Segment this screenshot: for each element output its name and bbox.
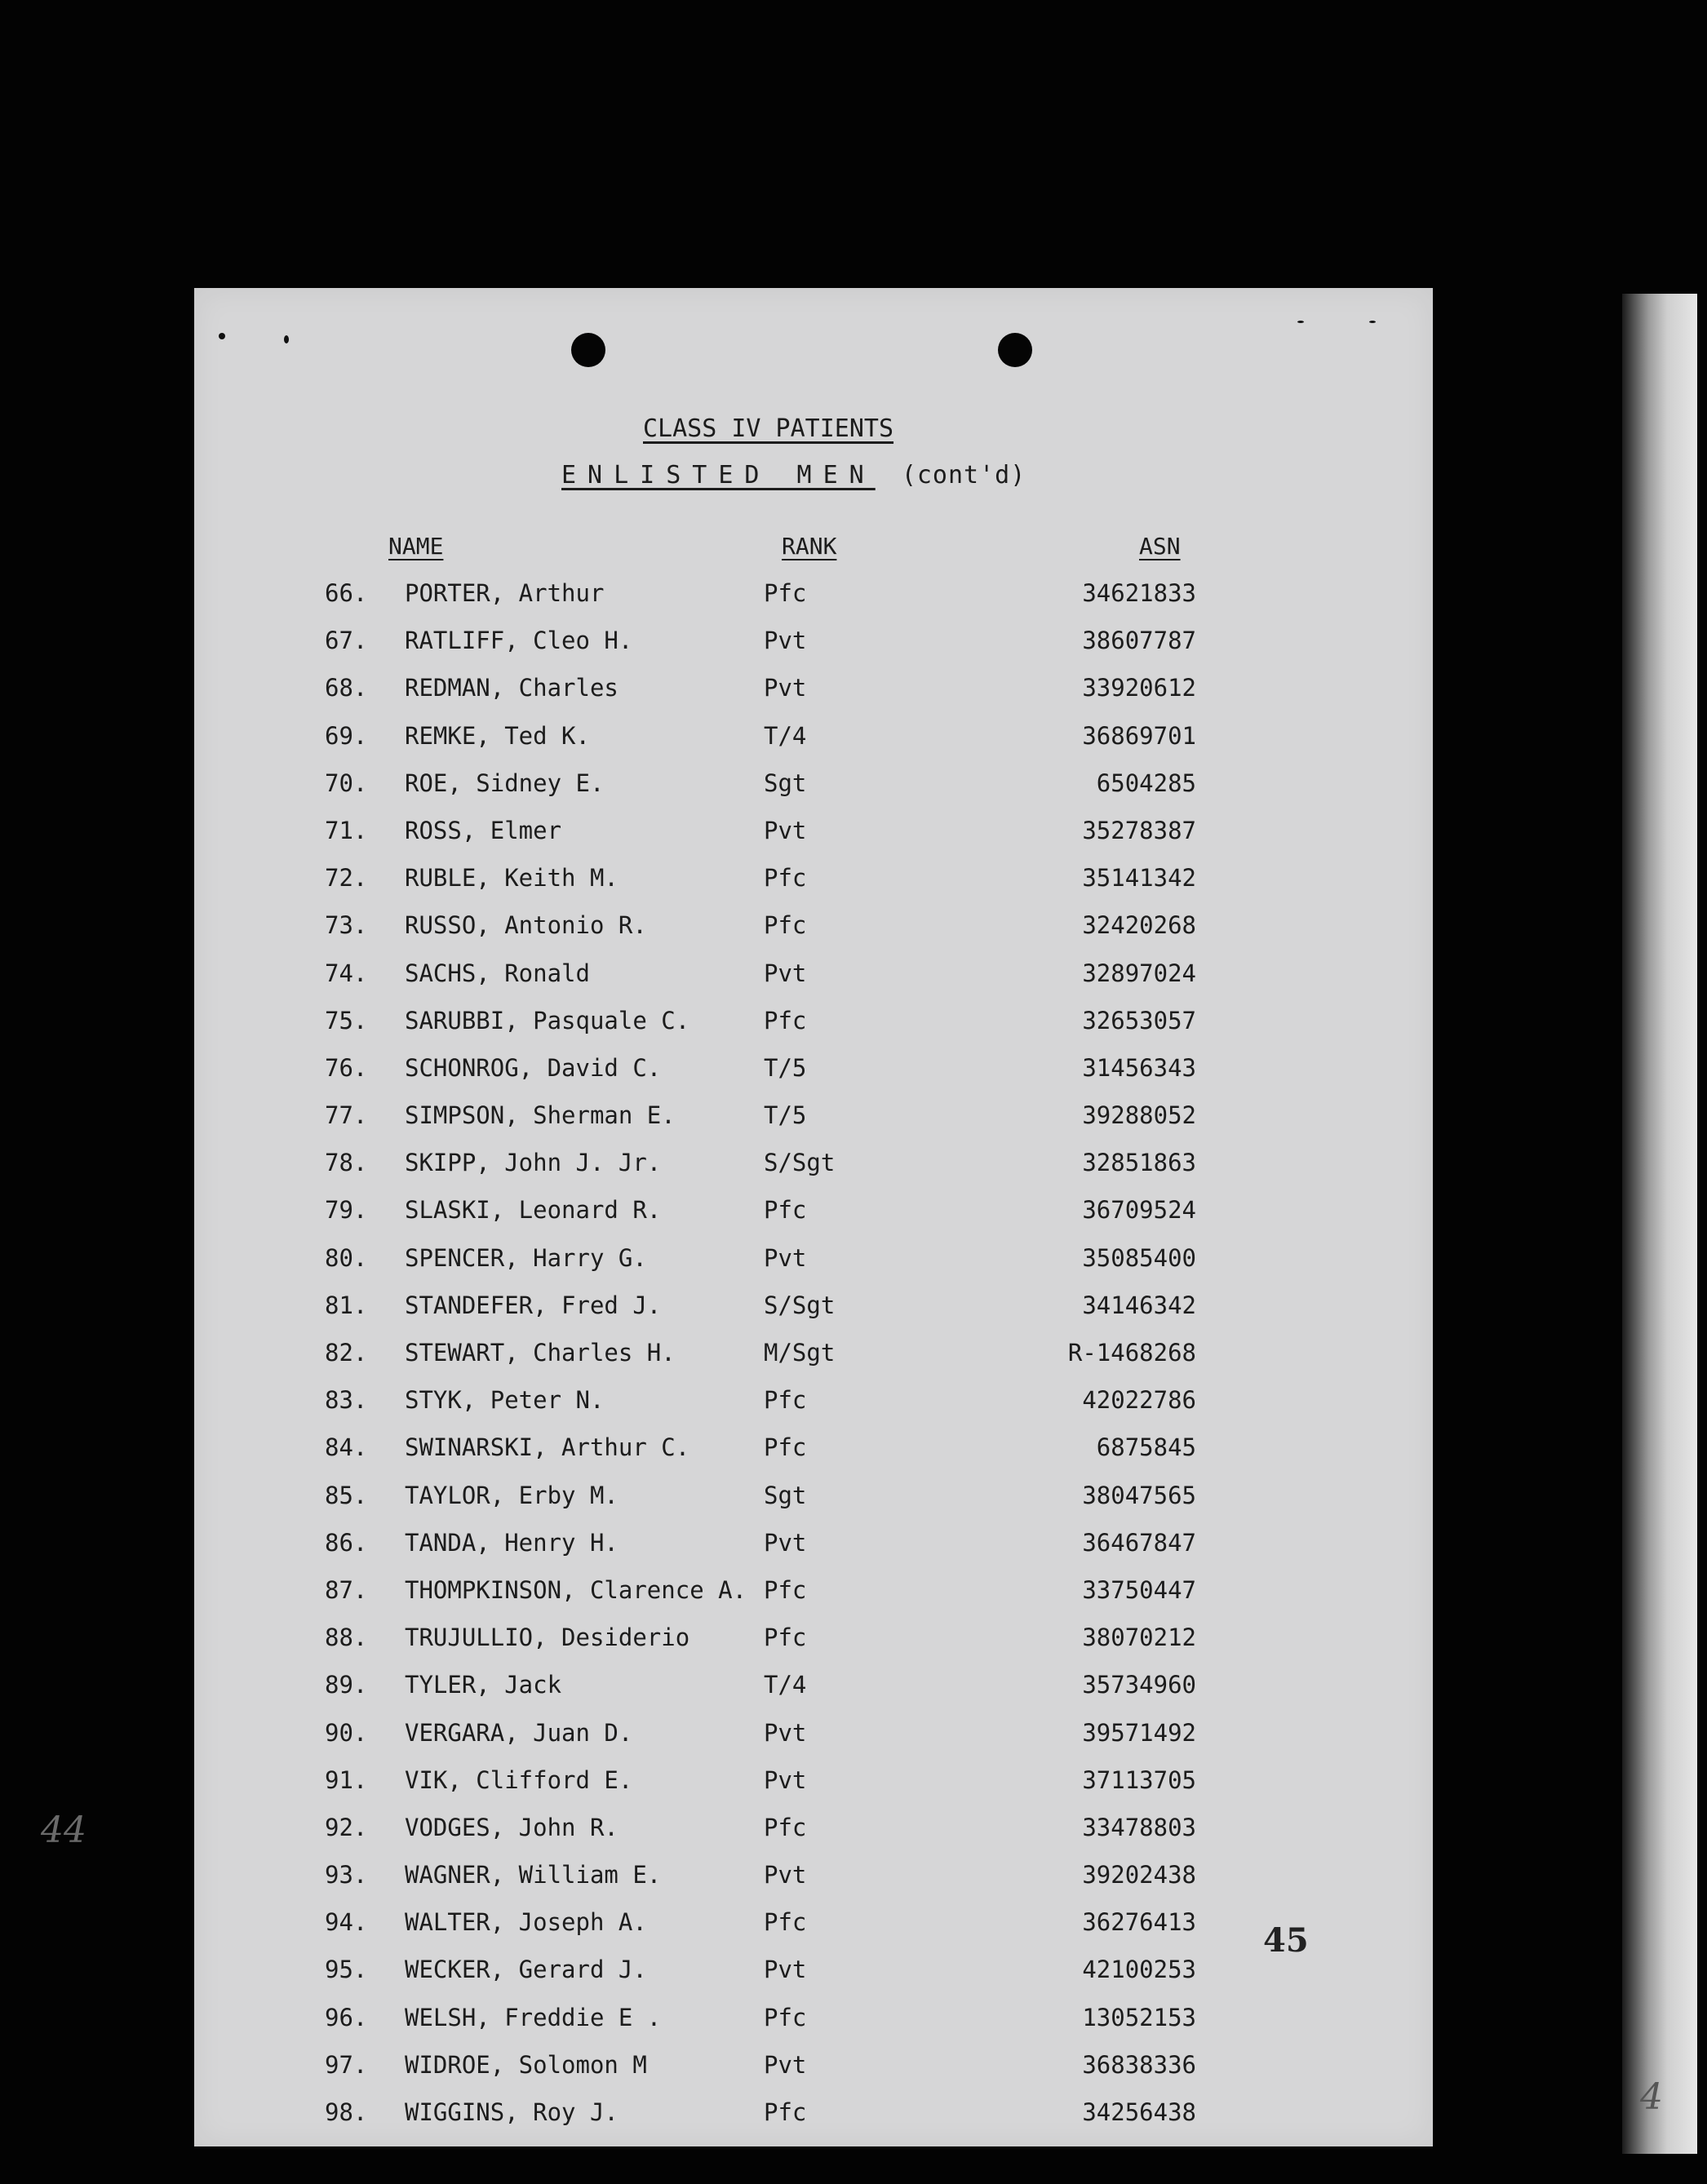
patient-name: RUSSO, Antonio R. (405, 911, 647, 940)
patient-asn: 42022786 (1082, 1386, 1196, 1415)
row-number: 86. (325, 1528, 368, 1557)
patient-name: TYLER, Jack (405, 1671, 562, 1699)
row-number: 69. (325, 721, 368, 750)
patient-asn: 35278387 (1082, 816, 1196, 844)
patient-asn: 34146342 (1082, 1291, 1196, 1319)
table-row (194, 817, 1433, 864)
patient-asn: 36709524 (1082, 1196, 1196, 1225)
patient-name: SKIPP, John J. Jr. (405, 1149, 662, 1177)
patient-name: SARUBBI, Pasquale C. (405, 1006, 690, 1034)
table-row (194, 1339, 1433, 1386)
patient-asn: 32420268 (1082, 911, 1196, 940)
patient-asn: 6875845 (1096, 1433, 1196, 1462)
paper-speck (1369, 321, 1376, 323)
patient-asn: 35085400 (1082, 1243, 1196, 1272)
patient-rank: Pvt (764, 959, 807, 987)
patient-name: ROSS, Elmer (405, 816, 562, 844)
patient-rank: Pfc (764, 1575, 807, 1604)
patient-rank: Pfc (764, 1006, 807, 1034)
patient-asn: 35734960 (1082, 1671, 1196, 1699)
row-number: 89. (325, 1671, 368, 1699)
patient-asn: 33920612 (1082, 674, 1196, 702)
patient-name: WIDROE, Solomon M (405, 2050, 647, 2079)
row-number: 87. (325, 1575, 368, 1604)
patient-name: REDMAN, Charles (405, 674, 619, 702)
patient-rank: Pvt (764, 816, 807, 844)
table-row (194, 1433, 1433, 1481)
table-row (194, 2004, 1433, 2051)
patient-rank: Sgt (764, 769, 807, 797)
table-row (194, 1719, 1433, 1766)
table-row (194, 1244, 1433, 1291)
table-row (194, 579, 1433, 627)
table-row (194, 1101, 1433, 1149)
table-row (194, 1149, 1433, 1196)
patient-asn: 32897024 (1082, 959, 1196, 987)
patient-rank: Pvt (764, 627, 807, 655)
row-number: 81. (325, 1291, 368, 1319)
patient-asn: 36869701 (1082, 721, 1196, 750)
patient-rank: Pvt (764, 1528, 807, 1557)
table-row (194, 1671, 1433, 1718)
table-row (194, 959, 1433, 1007)
patient-name: STANDEFER, Fred J. (405, 1291, 662, 1319)
patient-rank: Pvt (764, 1861, 807, 1889)
row-number: 67. (325, 627, 368, 655)
table-row (194, 1861, 1433, 1908)
table-row (194, 1386, 1433, 1433)
paper-speck (1297, 321, 1304, 323)
table-row (194, 722, 1433, 769)
row-number: 71. (325, 816, 368, 844)
patient-name: PORTER, Arthur (405, 579, 605, 607)
patient-name: VERGARA, Juan D. (405, 1718, 633, 1747)
patient-rank: T/4 (764, 1671, 807, 1699)
patient-rank: T/5 (764, 1053, 807, 1082)
patient-asn: 42100253 (1082, 1956, 1196, 1984)
patient-name: STYK, Peter N. (405, 1386, 605, 1415)
patient-asn: 38047565 (1082, 1481, 1196, 1509)
patient-rank: Pvt (764, 1718, 807, 1747)
patient-name: WECKER, Gerard J. (405, 1956, 647, 1984)
patient-name: VODGES, John R. (405, 1813, 619, 1841)
patient-asn: 39571492 (1082, 1718, 1196, 1747)
punch-hole-right (998, 333, 1032, 367)
row-number: 73. (325, 911, 368, 940)
column-header-name: NAME (388, 533, 444, 560)
column-header-asn: ASN (1139, 533, 1181, 560)
patient-rank: Pfc (764, 1624, 807, 1652)
patient-asn: 36838336 (1082, 2050, 1196, 2079)
row-number: 92. (325, 1813, 368, 1841)
paper-speck (219, 333, 225, 339)
patient-name: STEWART, Charles H. (405, 1339, 676, 1367)
page-number: 45 (1263, 1921, 1309, 1960)
patient-rank: T/5 (764, 1101, 807, 1130)
patient-rank: S/Sgt (764, 1149, 836, 1177)
patient-asn: 35141342 (1082, 864, 1196, 893)
row-number: 77. (325, 1101, 368, 1130)
document-subtitle: ENLISTED MEN (cont'd) (561, 461, 1026, 490)
patient-asn: 34256438 (1082, 2098, 1196, 2126)
table-row (194, 1007, 1433, 1054)
row-number: 79. (325, 1196, 368, 1225)
patient-rank: Sgt (764, 1481, 807, 1509)
table-row (194, 864, 1433, 911)
row-number: 84. (325, 1433, 368, 1462)
row-number: 97. (325, 2050, 368, 2079)
punch-hole-left (571, 333, 605, 367)
patient-asn: 32653057 (1082, 1006, 1196, 1034)
row-number: 70. (325, 769, 368, 797)
patient-rank: Pfc (764, 579, 807, 607)
patient-rank: S/Sgt (764, 1291, 836, 1319)
continued-label: (cont'd) (901, 461, 1026, 490)
patient-name: THOMPKINSON, Clarence A. (405, 1575, 747, 1604)
column-header-rank: RANK (782, 533, 837, 560)
table-row (194, 1624, 1433, 1671)
row-number: 72. (325, 864, 368, 893)
patient-rank: Pvt (764, 1956, 807, 1984)
table-row (194, 1814, 1433, 1861)
patient-name: SACHS, Ronald (405, 959, 590, 987)
row-number: 94. (325, 1908, 368, 1937)
patient-rank: Pfc (764, 2003, 807, 2031)
patient-asn: R-1468268 (1067, 1339, 1196, 1367)
table-row (194, 1529, 1433, 1576)
adjacent-page-edge (1622, 294, 1697, 2154)
patient-asn: 38070212 (1082, 1624, 1196, 1652)
patient-name: RATLIFF, Cleo H. (405, 627, 633, 655)
patient-name: TANDA, Henry H. (405, 1528, 619, 1557)
row-number: 88. (325, 1624, 368, 1652)
patient-name: WIGGINS, Roy J. (405, 2098, 619, 2126)
row-number: 76. (325, 1053, 368, 1082)
patient-name: TRUJULLIO, Desiderio (405, 1624, 690, 1652)
row-number: 98. (325, 2098, 368, 2126)
patient-rank: Pfc (764, 2098, 807, 2126)
patient-asn: 39202438 (1082, 1861, 1196, 1889)
patient-name: SCHONROG, David C. (405, 1053, 662, 1082)
table-row (194, 769, 1433, 817)
patient-rank: Pfc (764, 1908, 807, 1937)
patient-name: REMKE, Ted K. (405, 721, 590, 750)
patient-asn: 33750447 (1082, 1575, 1196, 1604)
table-row (194, 1908, 1433, 1956)
patient-rank: Pvt (764, 1243, 807, 1272)
patient-rank: Pfc (764, 911, 807, 940)
row-number: 68. (325, 674, 368, 702)
row-number: 91. (325, 1765, 368, 1794)
patient-rank: Pfc (764, 864, 807, 893)
patient-name: SWINARSKI, Arthur C. (405, 1433, 690, 1462)
row-number: 93. (325, 1861, 368, 1889)
patient-asn: 32851863 (1082, 1149, 1196, 1177)
table-row (194, 1766, 1433, 1814)
patient-rank: M/Sgt (764, 1339, 836, 1367)
patient-rank: Pfc (764, 1813, 807, 1841)
patient-asn: 34621833 (1082, 579, 1196, 607)
patient-name: SIMPSON, Sherman E. (405, 1101, 676, 1130)
table-row (194, 1054, 1433, 1101)
patient-rank: Pvt (764, 674, 807, 702)
patient-asn: 33478803 (1082, 1813, 1196, 1841)
patient-name: WALTER, Joseph A. (405, 1908, 647, 1937)
row-number: 66. (325, 579, 368, 607)
document-sheet (194, 288, 1433, 2146)
patient-rank: Pvt (764, 2050, 807, 2079)
row-number: 96. (325, 2003, 368, 2031)
document-title: CLASS IV PATIENTS (643, 414, 894, 443)
patient-name: SLASKI, Leonard R. (405, 1196, 662, 1225)
patient-list (194, 579, 1433, 2146)
patient-name: SPENCER, Harry G. (405, 1243, 647, 1272)
table-row (194, 2098, 1433, 2146)
adjacent-page-mark: 4 (1640, 2076, 1663, 2118)
row-number: 82. (325, 1339, 368, 1367)
row-number: 78. (325, 1149, 368, 1177)
patient-rank: Pfc (764, 1433, 807, 1462)
table-row (194, 627, 1433, 674)
patient-asn: 37113705 (1082, 1765, 1196, 1794)
patient-name: TAYLOR, Erby M. (405, 1481, 619, 1509)
row-number: 74. (325, 959, 368, 987)
row-number: 80. (325, 1243, 368, 1272)
patient-name: VIK, Clifford E. (405, 1765, 633, 1794)
patient-asn: 38607787 (1082, 627, 1196, 655)
table-row (194, 1291, 1433, 1339)
table-row (194, 1576, 1433, 1624)
paper-speck (284, 335, 289, 343)
table-row (194, 911, 1433, 959)
table-row (194, 1196, 1433, 1243)
patient-rank: T/4 (764, 721, 807, 750)
table-row (194, 1482, 1433, 1529)
patient-rank: Pfc (764, 1196, 807, 1225)
row-number: 90. (325, 1718, 368, 1747)
patient-name: RUBLE, Keith M. (405, 864, 619, 893)
patient-name: WELSH, Freddie E . (405, 2003, 662, 2031)
patient-asn: 39288052 (1082, 1101, 1196, 1130)
patient-asn: 31456343 (1082, 1053, 1196, 1082)
table-row (194, 1956, 1433, 2003)
row-number: 75. (325, 1006, 368, 1034)
row-number: 95. (325, 1956, 368, 1984)
handwritten-margin-note: 44 (41, 1810, 86, 1851)
patient-name: ROE, Sidney E. (405, 769, 605, 797)
patient-asn: 36467847 (1082, 1528, 1196, 1557)
row-number: 83. (325, 1386, 368, 1415)
patient-rank: Pfc (764, 1386, 807, 1415)
patient-name: WAGNER, William E. (405, 1861, 662, 1889)
patient-rank: Pvt (764, 1765, 807, 1794)
row-number: 85. (325, 1481, 368, 1509)
patient-asn: 6504285 (1096, 769, 1196, 797)
table-row (194, 674, 1433, 721)
patient-asn: 13052153 (1082, 2003, 1196, 2031)
patient-asn: 36276413 (1082, 1908, 1196, 1937)
table-row (194, 2051, 1433, 2098)
